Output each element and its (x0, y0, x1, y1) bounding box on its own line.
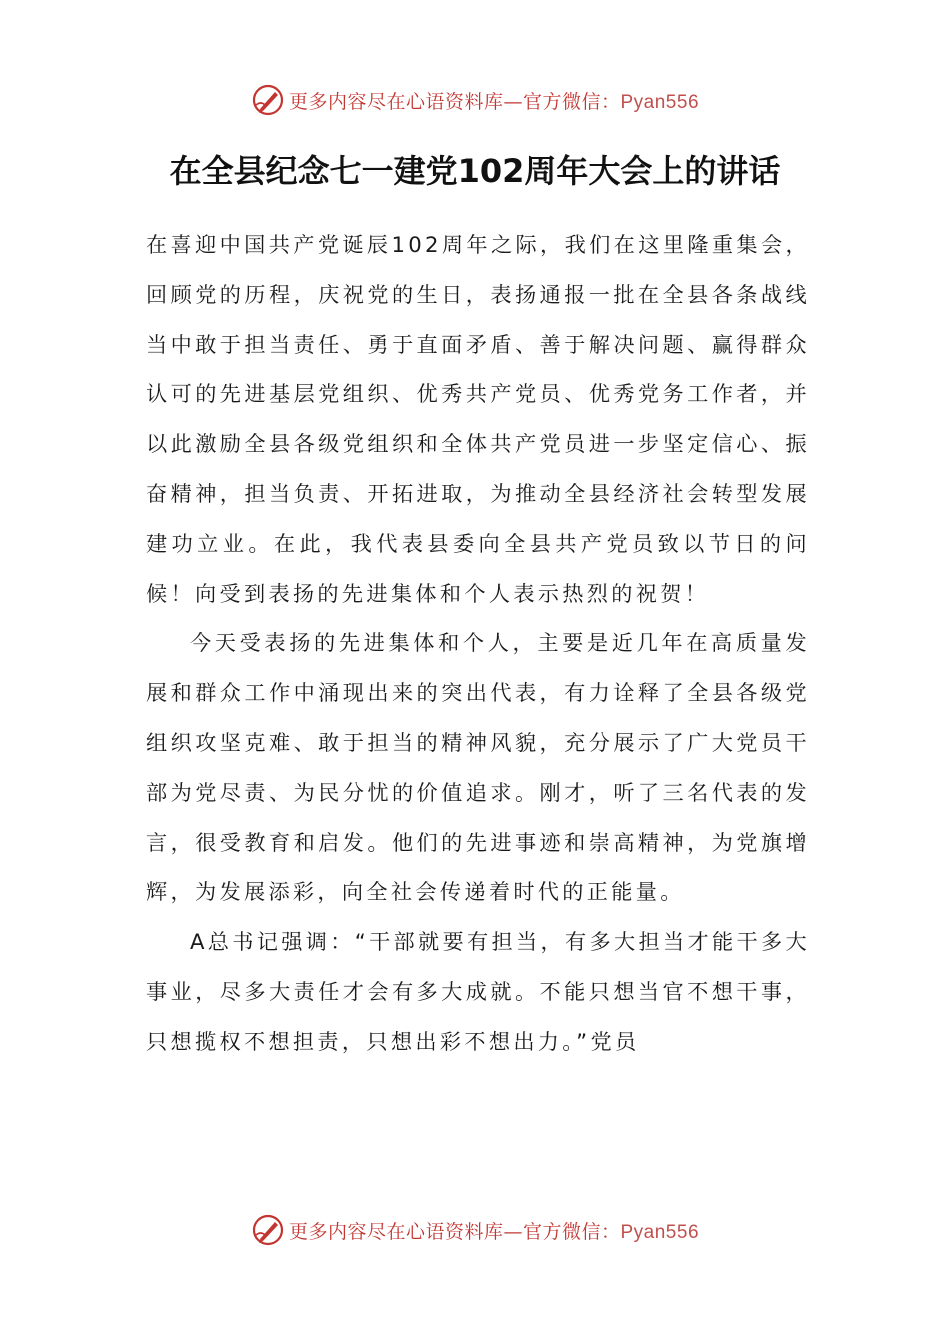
pen-circle-logo-icon (251, 1213, 285, 1247)
document-title: 在全县纪念七一建党102周年大会上的讲话 (169, 152, 781, 190)
paragraph-3: A总书记强调：“干部就要有担当，有多大担当才能干多大事业，尽多大责任才会有多大成就。不能只想当官不想干事，只想揽权不想担责，只想出彩不想出力。”党员 (146, 929, 810, 1054)
paragraph-1: 在喜迎中国共产党诞辰102周年之际，我们在这里隆重集会，回顾党的历程，庆祝党的生日，表扬通报一批在全县各条战线当中敢于担当责任、勇于直面矛盾、善于解决问题、赢得群众认可的先进基层党组织、优秀共产党员、优秀党务工作者，并以此激励全县各级党组织和全体共产党员进一步坚定信心、振奋精神，担当负责、开拓进取，为推动全县经济社会转型发展建功立业。在此，我代表县委向全县共产党员致以节日的问候！向受到表扬的先进集体和个人表示热烈的祝贺！ (146, 232, 810, 606)
banner-text (289, 87, 699, 114)
document-body (146, 220, 810, 1067)
paragraph-2: 今天受表扬的先进集体和个人，主要是近几年在高质量发展和群众工作中涌现出来的突出代表，有力诠释了全县各级党组织攻坚克难、敢于担当的精神风貌，充分展示了广大党员干部为党尽责、为民分忧的价值追求。刚才，听了三名代表的发言，很受教育和启发。他们的先进事迹和崇高精神，为党旗增辉，为发展添彩，向全社会传递着时代的正能量。 (146, 630, 810, 905)
banner-text (289, 1217, 699, 1244)
header-watermark-banner (0, 80, 950, 120)
pen-circle-logo-icon (251, 83, 285, 117)
banner-label: 更多内容尽在心语资料库—官方微信： (288, 90, 621, 113)
banner-label: 更多内容尽在心语资料库—官方微信： (288, 1220, 621, 1243)
banner-wechat-id: Pyan556 (620, 91, 700, 113)
banner-wechat-id: Pyan556 (620, 1221, 700, 1243)
footer-watermark-banner (0, 1210, 950, 1250)
